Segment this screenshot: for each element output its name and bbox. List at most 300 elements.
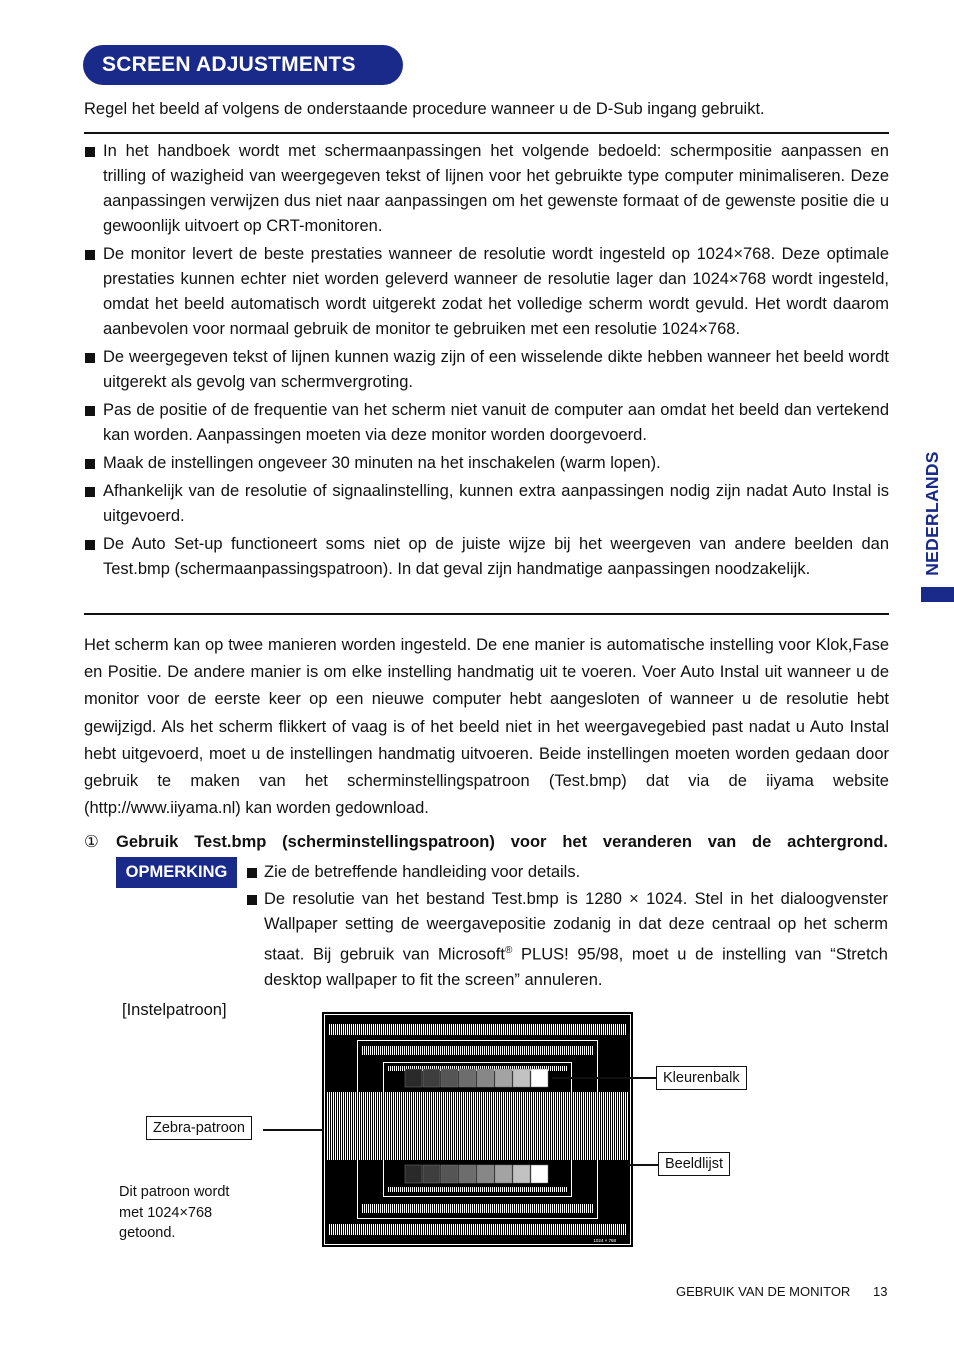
zebra-stripe xyxy=(469,1224,470,1235)
zebra-stripe xyxy=(444,1204,445,1213)
zebra-stripe xyxy=(534,1046,535,1055)
zebra-stripe xyxy=(571,1092,572,1160)
zebra-stripe xyxy=(552,1187,553,1192)
zebra-stripe xyxy=(523,1024,524,1035)
zebra-stripe xyxy=(383,1224,384,1235)
zebra-stripe xyxy=(394,1066,395,1071)
zebra-stripe xyxy=(351,1092,352,1160)
zebra-stripe xyxy=(555,1092,556,1160)
zebra-stripe xyxy=(465,1024,466,1035)
zebra-stripe xyxy=(414,1204,415,1213)
zebra-stripe xyxy=(522,1046,523,1055)
zebra-stripe xyxy=(429,1224,430,1235)
zebra-stripe xyxy=(530,1046,531,1055)
zebra-stripe xyxy=(545,1024,546,1035)
zebra-stripe xyxy=(461,1024,462,1035)
zebra-stripe xyxy=(448,1204,449,1213)
zebra-stripe xyxy=(454,1187,455,1192)
zebra-stripe xyxy=(550,1187,551,1192)
zebra-stripe xyxy=(412,1187,413,1192)
zebra-stripe xyxy=(564,1066,565,1071)
zebra-stripe xyxy=(452,1204,453,1213)
zebra-stripe xyxy=(554,1187,555,1192)
zebra-stripe xyxy=(577,1224,578,1235)
zebra-stripe xyxy=(450,1187,451,1192)
bullet-item: Afhankelijk van de resolutie of signaalinstelling, kunnen extra aanpassingen nodig zijn nadat Auto Instal is uitgevoerd. xyxy=(84,479,889,529)
zebra-stripe xyxy=(601,1092,602,1160)
zebra-stripe xyxy=(377,1092,378,1160)
zebra-stripe xyxy=(331,1024,332,1035)
zebra-stripe xyxy=(529,1092,530,1160)
zebra-stripe xyxy=(426,1187,427,1192)
bullet-square-icon xyxy=(85,250,95,260)
zebra-stripe xyxy=(349,1092,350,1160)
zebra-stripe xyxy=(455,1224,456,1235)
zebra-stripe xyxy=(411,1224,412,1235)
zebra-stripe xyxy=(417,1024,418,1035)
zebra-stripe xyxy=(445,1092,446,1160)
zebra-stripe xyxy=(563,1224,564,1235)
zebra-stripe xyxy=(398,1204,399,1213)
zebra-stripe xyxy=(414,1187,415,1192)
zebra-stripe xyxy=(423,1224,424,1235)
zebra-stripe xyxy=(438,1046,439,1055)
zebra-stripe xyxy=(456,1204,457,1213)
zebra-stripe xyxy=(562,1204,563,1213)
bullet-square-icon xyxy=(85,487,95,497)
zebra-stripe xyxy=(517,1224,518,1235)
zebra-stripe xyxy=(510,1187,511,1192)
bottom-divider xyxy=(84,613,889,615)
zebra-stripe xyxy=(408,1187,409,1192)
zebra-stripe xyxy=(583,1024,584,1035)
zebra-stripe xyxy=(345,1224,346,1235)
zebra-stripe xyxy=(621,1224,622,1235)
zebra-stripe xyxy=(524,1187,525,1192)
zebra-stripe xyxy=(371,1024,372,1035)
zebra-stripe xyxy=(389,1024,390,1035)
zebra-stripe xyxy=(536,1046,537,1055)
frame-callout: Beeldlijst xyxy=(658,1152,730,1176)
zebra-stripe xyxy=(366,1204,367,1213)
zebra-stripe xyxy=(494,1046,495,1055)
zebra-stripe xyxy=(445,1024,446,1035)
zebra-stripe xyxy=(435,1024,436,1035)
zebra-stripe xyxy=(442,1204,443,1213)
zebra-stripe xyxy=(550,1046,551,1055)
zebra-stripe xyxy=(432,1046,433,1055)
zebra-stripe xyxy=(541,1092,542,1160)
zebra-stripe xyxy=(490,1204,491,1213)
colorbar-callout: Kleurenbalk xyxy=(656,1066,747,1090)
zebra-stripe xyxy=(548,1187,549,1192)
bullet-item: Pas de positie of de frequentie van het scherm niet vanuit de computer aan omdat het beeld dan vertekend kan worden. Aanpassingen moeten via deze monitor worden doorgevoerd. xyxy=(84,398,889,448)
zebra-stripe xyxy=(413,1224,414,1235)
zebra-stripe xyxy=(556,1187,557,1192)
zebra-stripe xyxy=(333,1092,334,1160)
zebra-stripe xyxy=(349,1224,350,1235)
zebra-stripe xyxy=(568,1204,569,1213)
zebra-stripe xyxy=(428,1204,429,1213)
zebra-stripe xyxy=(422,1046,423,1055)
zebra-stripe xyxy=(448,1187,449,1192)
language-tab-bar xyxy=(921,587,954,602)
zebra-stripe xyxy=(374,1204,375,1213)
zebra-stripe xyxy=(468,1204,469,1213)
zebra-stripe xyxy=(441,1092,442,1160)
zebra-stripe xyxy=(359,1092,360,1160)
gray-step xyxy=(441,1165,458,1183)
bullet-list xyxy=(84,139,889,585)
zebra-stripe xyxy=(459,1024,460,1035)
zebra-stripe xyxy=(436,1187,437,1192)
zebra-stripe xyxy=(353,1092,354,1160)
zebra-stripe xyxy=(557,1024,558,1035)
zebra-stripe xyxy=(375,1024,376,1035)
zebra-stripe xyxy=(535,1024,536,1035)
zebra-stripe xyxy=(619,1224,620,1235)
zebra-stripe xyxy=(558,1187,559,1192)
zebra-stripe xyxy=(331,1224,332,1235)
zebra-stripe xyxy=(542,1046,543,1055)
gray-step xyxy=(477,1165,494,1183)
zebra-stripe xyxy=(488,1046,489,1055)
zebra-stripe xyxy=(550,1204,551,1213)
zebra-stripe xyxy=(408,1204,409,1213)
zebra-stripe xyxy=(533,1224,534,1235)
zebra-stripe xyxy=(586,1204,587,1213)
zebra-stripe xyxy=(463,1092,464,1160)
zebra-stripe xyxy=(333,1224,334,1235)
zebra-stripe xyxy=(527,1024,528,1035)
zebra-stripe xyxy=(484,1046,485,1055)
zebra-stripe xyxy=(437,1092,438,1160)
zebra-stripe xyxy=(488,1187,489,1192)
zebra-stripe xyxy=(565,1092,566,1160)
zebra-stripe xyxy=(593,1092,594,1160)
zebra-stripe xyxy=(549,1092,550,1160)
zebra-stripe xyxy=(530,1187,531,1192)
zebra-stripe xyxy=(408,1046,409,1055)
zebra-stripe xyxy=(367,1024,368,1035)
zebra-stripe xyxy=(327,1092,328,1160)
zebra-stripe xyxy=(392,1046,393,1055)
gray-step xyxy=(513,1165,530,1183)
zebra-stripe xyxy=(561,1224,562,1235)
zebra-stripe xyxy=(347,1024,348,1035)
zebra-stripe xyxy=(485,1092,486,1160)
zebra-stripe xyxy=(434,1046,435,1055)
zebra-stripe xyxy=(399,1224,400,1235)
zebra-stripe xyxy=(552,1046,553,1055)
zebra-stripe xyxy=(538,1204,539,1213)
zebra-stripe xyxy=(372,1046,373,1055)
zebra-stripe xyxy=(331,1092,332,1160)
zebra-stripe xyxy=(613,1024,614,1035)
zebra-stripe xyxy=(379,1224,380,1235)
zebra-stripe xyxy=(529,1024,530,1035)
zebra-stripe xyxy=(560,1204,561,1213)
zebra-stripe xyxy=(607,1024,608,1035)
zebra-stripe xyxy=(478,1187,479,1192)
zebra-stripe xyxy=(499,1092,500,1160)
procedure-paragraph: Het scherm kan op twee manieren worden ingesteld. De ene manier is automatische instelling voor Klok,Fase en Positie. De andere manier is om elke instelling handmatig uit te voeren. Voer Auto Instal uit wanneer u de monitor voor de eerste keer op een nieuwe computer hebt aangesloten of wanneer u de resolutie hebt gewijzigd. Als het scherm flikkert of vaag is of het beeld niet in het weergavegebied past nadat u Auto Instal hebt uitgevoerd, moet u de instellingen handmatig uitvoeren. Beide instellingen moeten worden gedaan door gebruik te maken van het scherminstellingspatroon (Test.bmp) dat via de iiyama website (http://www.iiyama.nl) kan worden gedownload. xyxy=(84,636,889,818)
zebra-stripe xyxy=(482,1204,483,1213)
zebra-stripe xyxy=(611,1024,612,1035)
zebra-stripe xyxy=(439,1092,440,1160)
zebra-stripe xyxy=(391,1024,392,1035)
zebra-stripe xyxy=(559,1224,560,1235)
zebra-stripe xyxy=(545,1092,546,1160)
zebra-stripe xyxy=(474,1204,475,1213)
test-pattern-image xyxy=(322,1012,633,1247)
zebra-stripe xyxy=(393,1092,394,1160)
zebra-stripe xyxy=(450,1204,451,1213)
zebra-stripe xyxy=(389,1092,390,1160)
zebra-stripe xyxy=(379,1024,380,1035)
zebra-stripe xyxy=(597,1092,598,1160)
zebra-stripe xyxy=(329,1224,330,1235)
step-number: ① xyxy=(84,833,99,851)
zebra-stripe xyxy=(593,1224,594,1235)
zebra-stripe xyxy=(461,1092,462,1160)
zebra-stripe xyxy=(550,1066,551,1071)
zebra-stripe xyxy=(588,1046,589,1055)
zebra-stripe xyxy=(528,1046,529,1055)
zebra-stripe xyxy=(595,1024,596,1035)
zebra-stripe xyxy=(488,1204,489,1213)
zebra-stripe xyxy=(470,1187,471,1192)
zebra-stripe xyxy=(500,1046,501,1055)
gray-step xyxy=(405,1165,422,1183)
zebra-stripe xyxy=(379,1092,380,1160)
zebra-stripe xyxy=(463,1224,464,1235)
zebra-stripe xyxy=(564,1204,565,1213)
zebra-stripe xyxy=(569,1092,570,1160)
bullet-item: Maak de instellingen ongeveer 30 minuten na het inschakelen (warm lopen). xyxy=(84,451,889,476)
zebra-stripe xyxy=(406,1187,407,1192)
zebra-stripe xyxy=(593,1024,594,1035)
zebra-stripe xyxy=(477,1224,478,1235)
zebra-stripe xyxy=(573,1092,574,1160)
gray-step xyxy=(477,1069,494,1087)
zebra-stripe xyxy=(521,1092,522,1160)
zebra-stripe xyxy=(349,1024,350,1035)
zebra-stripe xyxy=(355,1092,356,1160)
zebra-stripe xyxy=(461,1224,462,1235)
zebra-stripe xyxy=(335,1224,336,1235)
zebra-stripe xyxy=(446,1187,447,1192)
zebra-stripe xyxy=(436,1204,437,1213)
zebra-stripe xyxy=(546,1046,547,1055)
zebra-stripe xyxy=(512,1204,513,1213)
zebra-stripe xyxy=(385,1092,386,1160)
zebra-stripe xyxy=(460,1046,461,1055)
zebra-stripe xyxy=(587,1224,588,1235)
zebra-stripe xyxy=(466,1204,467,1213)
zebra-stripe xyxy=(394,1187,395,1192)
zebra-stripe xyxy=(475,1224,476,1235)
zebra-stripe xyxy=(611,1224,612,1235)
zebra-stripe xyxy=(505,1224,506,1235)
zebra-stripe xyxy=(585,1224,586,1235)
zebra-stripe xyxy=(492,1187,493,1192)
zebra-stripe xyxy=(562,1187,563,1192)
zebra-stripe xyxy=(371,1092,372,1160)
zebra-stripe xyxy=(544,1046,545,1055)
zebra-stripe xyxy=(436,1046,437,1055)
zebra-stripe xyxy=(575,1024,576,1035)
zebra-stripe xyxy=(404,1204,405,1213)
zebra-stripe xyxy=(539,1224,540,1235)
zebra-stripe xyxy=(599,1024,600,1035)
zebra-stripe xyxy=(418,1187,419,1192)
zebra-stripe xyxy=(510,1046,511,1055)
zebra-stripe xyxy=(506,1204,507,1213)
zebra-stripe xyxy=(495,1224,496,1235)
zebra-stripe xyxy=(497,1224,498,1235)
zebra-stripe xyxy=(472,1187,473,1192)
zebra-stripe xyxy=(357,1224,358,1235)
zebra-stripe xyxy=(547,1224,548,1235)
zebra-stripe xyxy=(367,1224,368,1235)
zebra-stripe xyxy=(368,1046,369,1055)
zebra-stripe xyxy=(394,1046,395,1055)
zebra-stripe xyxy=(434,1187,435,1192)
zebra-stripe xyxy=(343,1224,344,1235)
zebra-stripe xyxy=(588,1204,589,1213)
zebra-stripe xyxy=(572,1046,573,1055)
zebra-stripe xyxy=(501,1024,502,1035)
note-item: De resolutie van het bestand Test.bmp is 1280 × 1024. Stel in het dialoogvenster Wallpaper setting de weergavepositie zodanig in dat deze centraal op het scherm staat. Bij gebruik van Microsoft® PLUS! 95/98, moet u de instelling van “Stretch desktop wallpaper to fit the screen” annuleren. xyxy=(246,887,888,994)
zebra-stripe xyxy=(420,1046,421,1055)
zebra-stripe xyxy=(405,1224,406,1235)
zebra-stripe xyxy=(409,1224,410,1235)
zebra-stripe xyxy=(605,1024,606,1035)
zebra-stripe xyxy=(473,1092,474,1160)
zebra-stripe xyxy=(603,1024,604,1035)
zebra-stripe xyxy=(552,1066,553,1071)
zebra-stripe xyxy=(423,1092,424,1160)
zebra-stripe xyxy=(560,1187,561,1192)
zebra-stripe xyxy=(562,1046,563,1055)
zebra-stripe xyxy=(511,1092,512,1160)
zebra-stripe xyxy=(559,1092,560,1160)
zebra-stripe xyxy=(569,1224,570,1235)
zebra-stripe xyxy=(564,1187,565,1192)
zebra-stripe xyxy=(527,1224,528,1235)
zebra-stripe xyxy=(566,1187,567,1192)
zebra-stripe xyxy=(439,1224,440,1235)
zebra-stripe xyxy=(500,1187,501,1192)
zebra-stripe xyxy=(529,1224,530,1235)
zebra-stripe xyxy=(343,1024,344,1035)
zebra-stripe xyxy=(351,1024,352,1035)
zebra-stripe xyxy=(466,1046,467,1055)
zebra-stripe xyxy=(566,1204,567,1213)
note-badge: OPMERKING xyxy=(116,857,237,888)
zebra-stripe xyxy=(437,1224,438,1235)
zebra-stripe xyxy=(363,1092,364,1160)
zebra-stripe xyxy=(531,1092,532,1160)
zebra-stripe xyxy=(347,1092,348,1160)
zebra-stripe xyxy=(584,1204,585,1213)
zebra-stripe xyxy=(458,1187,459,1192)
zebra-stripe xyxy=(462,1187,463,1192)
zebra-stripe xyxy=(337,1224,338,1235)
zebra-stripe xyxy=(467,1224,468,1235)
zebra-stripe xyxy=(505,1092,506,1160)
zebra-stripe xyxy=(345,1024,346,1035)
zebra-stripe xyxy=(491,1224,492,1235)
zebra-stripe xyxy=(423,1024,424,1035)
zebra-stripe xyxy=(472,1204,473,1213)
zebra-stripe xyxy=(378,1046,379,1055)
zebra-stripe xyxy=(446,1204,447,1213)
zebra-stripe xyxy=(389,1224,390,1235)
zebra-stripe xyxy=(341,1092,342,1160)
zebra-stripe xyxy=(347,1224,348,1235)
zebra-stripe xyxy=(603,1092,604,1160)
zebra-stripe xyxy=(540,1204,541,1213)
zebra-stripe xyxy=(453,1092,454,1160)
zebra-stripe xyxy=(401,1024,402,1035)
zebra-stripe xyxy=(524,1046,525,1055)
zebra-stripe xyxy=(450,1046,451,1055)
zebra-callout-line xyxy=(263,1129,324,1131)
zebra-stripe xyxy=(464,1187,465,1192)
zebra-stripe xyxy=(456,1046,457,1055)
zebra-stripe xyxy=(447,1024,448,1035)
zebra-stripe xyxy=(506,1187,507,1192)
zebra-stripe xyxy=(468,1187,469,1192)
zebra-stripe xyxy=(569,1024,570,1035)
zebra-stripe xyxy=(627,1092,628,1160)
zebra-stripe xyxy=(562,1066,563,1071)
zebra-stripe xyxy=(380,1204,381,1213)
zebra-stripe xyxy=(521,1224,522,1235)
zebra-stripe xyxy=(456,1187,457,1192)
zebra-stripe xyxy=(597,1024,598,1035)
pattern-resolution-text: 1024 × 768 xyxy=(593,1238,616,1243)
zebra-stripe xyxy=(390,1046,391,1055)
zebra-stripe xyxy=(380,1046,381,1055)
zebra-stripe xyxy=(367,1092,368,1160)
zebra-stripe xyxy=(432,1204,433,1213)
zebra-stripe xyxy=(513,1092,514,1160)
zebra-stripe xyxy=(507,1024,508,1035)
zebra-stripe xyxy=(492,1204,493,1213)
zebra-stripe xyxy=(438,1187,439,1192)
zebra-stripe xyxy=(410,1204,411,1213)
zebra-stripe xyxy=(463,1024,464,1035)
zebra-stripe xyxy=(401,1092,402,1160)
zebra-stripe xyxy=(388,1066,389,1071)
zebra-stripe xyxy=(504,1046,505,1055)
zebra-stripe xyxy=(425,1224,426,1235)
zebra-stripe xyxy=(575,1092,576,1160)
gray-step xyxy=(513,1069,530,1087)
note-item: Zie de betreffende handleiding voor details. xyxy=(246,860,888,886)
zebra-stripe xyxy=(601,1024,602,1035)
zebra-stripe xyxy=(483,1024,484,1035)
zebra-stripe xyxy=(590,1046,591,1055)
zebra-stripe xyxy=(441,1024,442,1035)
zebra-stripe xyxy=(597,1224,598,1235)
zebra-stripe xyxy=(365,1224,366,1235)
zebra-stripe xyxy=(502,1204,503,1213)
zebra-stripe xyxy=(536,1187,537,1192)
